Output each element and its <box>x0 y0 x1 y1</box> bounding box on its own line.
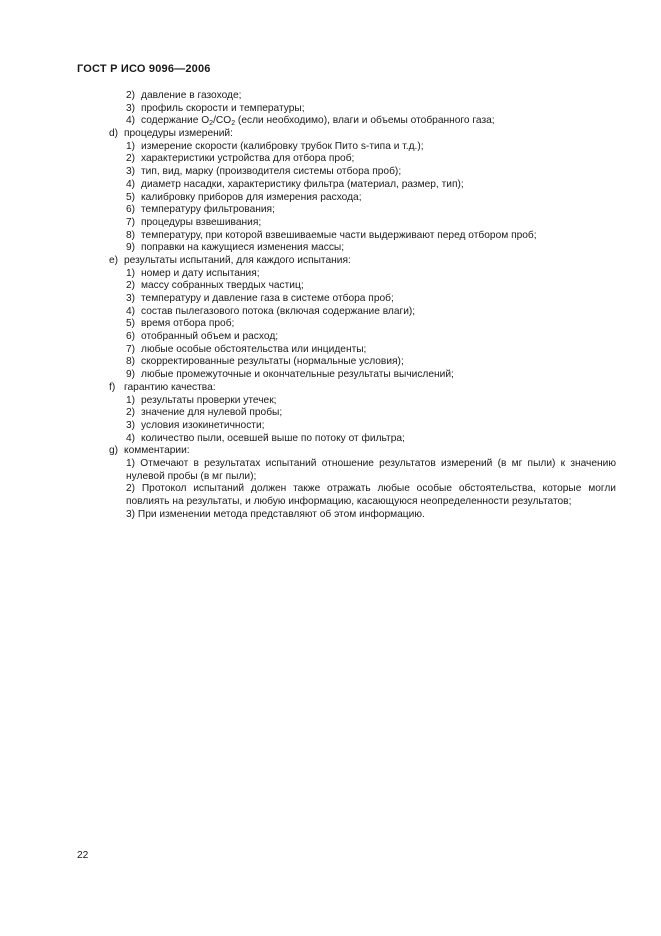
item-text: состав пылегазового потока (включая содержание влаги); <box>141 305 416 317</box>
item-text: скорректированные результаты (нормальные условия); <box>141 356 404 368</box>
section-label: d) <box>109 128 119 140</box>
item-text-a: содержание O <box>141 115 210 127</box>
item-text: любые особые обстоятельства или инциденты; <box>141 343 367 355</box>
item-number: 9) <box>126 369 136 381</box>
list-item <box>0 192 661 205</box>
list-item <box>0 153 661 166</box>
document-body <box>0 90 661 521</box>
list-item <box>0 433 661 446</box>
item-number: 2) <box>126 90 136 101</box>
section-label: f) <box>109 381 116 393</box>
item-number: 3) <box>126 293 136 304</box>
list-item <box>0 217 661 230</box>
list-item <box>0 293 661 306</box>
item-text: калибровку приборов для измерения расхода; <box>141 191 362 203</box>
list-item <box>0 242 661 255</box>
item-text: отобранный объем и расход; <box>141 331 279 343</box>
item-text: номер и дату испытания; <box>141 267 260 279</box>
list-item <box>0 141 661 154</box>
page-number: 22 <box>77 850 89 861</box>
list-item <box>0 407 661 420</box>
item-text: массу собранных твердых частиц; <box>141 280 304 292</box>
subscript: 2 <box>209 120 214 128</box>
item-text: характеристики устройства для отбора проб; <box>141 153 355 165</box>
list-item <box>0 103 661 116</box>
item-text: время отбора проб; <box>141 318 235 330</box>
item-number: 4) <box>126 115 136 127</box>
item-number: 3) <box>126 166 136 178</box>
comment-paragraph: 1) Отмечают в результатах испытаний отношение результатов измерений (в мг пыли) к значению нулевой пробы (в мг пыли); <box>126 457 616 482</box>
list-item <box>0 204 661 217</box>
comment-paragraph: 3) При изменении метода представляют об этом информацию. <box>126 508 425 520</box>
item-number: 6) <box>126 331 136 343</box>
list-item <box>0 369 661 382</box>
item-number: 5) <box>126 318 136 330</box>
item-number: 7) <box>126 216 136 228</box>
section-label: e) <box>109 254 119 266</box>
section-heading-g <box>0 445 661 458</box>
section-title: результаты испытаний, для каждого испытания: <box>124 254 351 266</box>
list-item <box>0 306 661 319</box>
item-text: значение для нулевой пробы; <box>141 407 283 419</box>
item-text: количество пыли, осевшей выше по потоку от фильтра; <box>141 432 405 444</box>
item-number: 6) <box>126 204 136 216</box>
item-text: результаты проверки утечек; <box>141 394 277 406</box>
item-number: 2) <box>126 407 136 419</box>
item-number: 1) <box>126 140 136 152</box>
section-title: процедуры измерений: <box>124 128 233 140</box>
list-item <box>0 344 661 357</box>
item-number: 4) <box>126 432 136 444</box>
list-item <box>0 115 661 128</box>
section-title: гарантию качества: <box>124 381 216 393</box>
item-number: 5) <box>126 191 136 203</box>
list-item <box>0 280 661 293</box>
document-header: ГОСТ Р ИСО 9096—2006 <box>77 63 211 75</box>
list-item <box>0 331 661 344</box>
list-item <box>0 395 661 408</box>
item-number: 8) <box>126 356 136 368</box>
item-text: поправки на кажущиеся изменения массы; <box>141 242 345 254</box>
item-number: 2) <box>126 280 136 292</box>
item-number: 2) <box>126 153 136 165</box>
item-text: любые промежуточные и окончательные результаты вычислений; <box>141 369 454 381</box>
list-item <box>0 268 661 281</box>
item-text: давление в газоходе; <box>141 90 242 101</box>
item-text: температуру и давление газа в системе отбора проб; <box>141 293 394 304</box>
item-number: 4) <box>126 305 136 317</box>
section-heading-d <box>0 128 661 141</box>
item-number: 9) <box>126 242 136 254</box>
item-number: 1) <box>126 394 136 406</box>
item-text: температуру фильтрования; <box>141 204 275 216</box>
list-item <box>0 230 661 243</box>
section-heading-f <box>0 382 661 395</box>
list-item <box>0 318 661 331</box>
item-number: 3) <box>126 419 136 431</box>
item-text-b: /CO <box>213 115 232 127</box>
item-number: 7) <box>126 343 136 355</box>
section-label: g) <box>109 445 119 457</box>
section-heading-e <box>0 255 661 268</box>
item-number: 4) <box>126 178 136 190</box>
item-text: процедуры взвешивания; <box>141 216 262 228</box>
item-number: 8) <box>126 229 136 241</box>
comment-paragraph: 2) Протокол испытаний должен также отражать любые особые обстоятельства, которые могли повлиять на результаты, и любую информацию, касающуюся неопределенности результатов; <box>126 483 616 508</box>
item-text-c: (если необходимо), влаги и объемы отобранного газа; <box>235 115 495 127</box>
item-number: 3) <box>126 102 136 114</box>
item-text: тип, вид, марку (производителя системы отбора проб); <box>141 166 402 178</box>
item-number: 1) <box>126 267 136 279</box>
list-item <box>0 179 661 192</box>
list-item <box>0 356 661 369</box>
section-title: комментарии: <box>124 445 190 457</box>
list-item <box>0 166 661 179</box>
subscript: 2 <box>231 120 236 128</box>
list-item <box>0 420 661 433</box>
item-text: профиль скорости и температуры; <box>141 102 305 114</box>
item-text: температуру, при которой взвешиваемые части выдерживают перед отбором проб; <box>141 229 537 241</box>
item-text: измерение скорости (калибровку трубок Пито s-типа и т.д.); <box>141 140 424 152</box>
list-item <box>0 90 661 103</box>
item-text: условия изокинетичности; <box>141 419 265 431</box>
item-text: диаметр насадки, характеристику фильтра (материал, размер, тип); <box>141 178 464 190</box>
